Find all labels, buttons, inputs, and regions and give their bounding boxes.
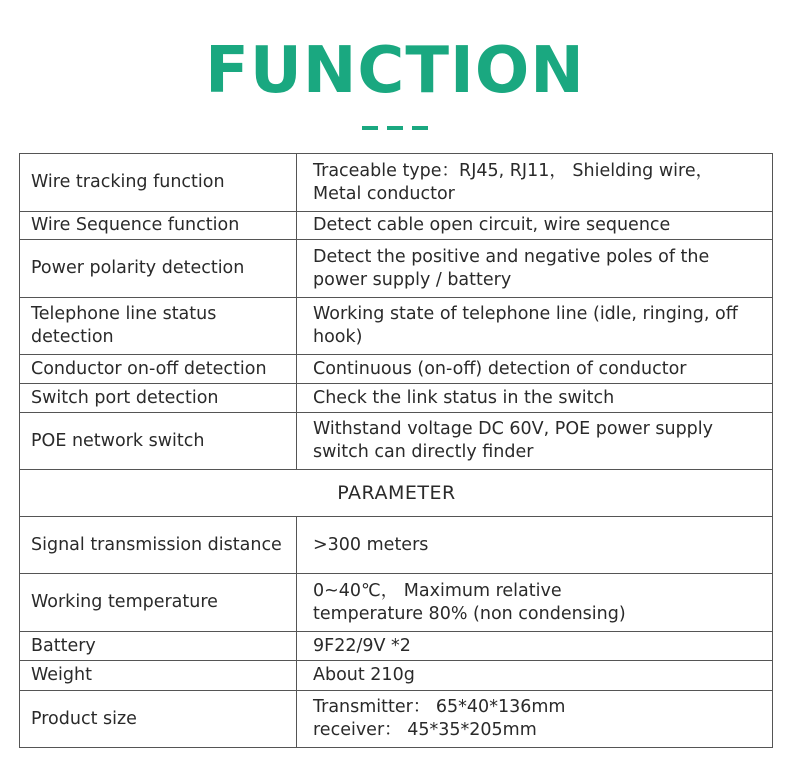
row-label: Working temperature	[20, 574, 297, 632]
table-row	[20, 691, 773, 748]
row-label: Telephone line status detection	[20, 298, 297, 355]
table-row	[20, 384, 773, 413]
row-value	[297, 691, 773, 748]
row-value: 9F22/9V *2	[297, 632, 773, 661]
table-row	[20, 154, 773, 212]
parameter-section-title: PARAMETER	[20, 470, 773, 517]
table-row	[20, 661, 773, 691]
spec-table	[19, 153, 773, 748]
row-value: Detect cable open circuit, wire sequence	[297, 212, 773, 240]
table-row	[20, 355, 773, 384]
row-label: Power polarity detection	[20, 240, 297, 298]
section-header-row	[20, 470, 773, 517]
row-value: About 210g	[297, 661, 773, 691]
title-divider	[362, 126, 428, 130]
table-row	[20, 632, 773, 661]
row-value: Check the link status in the switch	[297, 384, 773, 413]
table-row	[20, 413, 773, 470]
divider-dash	[387, 126, 403, 130]
value-line: receiver： 45*35*205mm	[313, 720, 537, 740]
row-value: >300 meters	[297, 517, 773, 574]
value-line: temperature 80% (non condensing)	[313, 603, 626, 624]
row-label: Weight	[20, 661, 297, 691]
table-row	[20, 298, 773, 355]
row-label: Battery	[20, 632, 297, 661]
row-label: Signal transmission distance	[20, 517, 297, 574]
row-value: Withstand voltage DC 60V, POE power supply switch can directly finder	[297, 413, 773, 470]
row-label: Wire tracking function	[20, 154, 297, 212]
divider-dash	[412, 126, 428, 130]
row-label: Wire Sequence function	[20, 212, 297, 240]
row-value: Detect the positive and negative poles of the power supply / battery	[297, 240, 773, 298]
row-label: Product size	[20, 691, 297, 748]
row-value: Continuous (on-off) detection of conductor	[297, 355, 773, 384]
row-value	[297, 574, 773, 632]
table-row	[20, 212, 773, 240]
row-value: Traceable type：RJ45, RJ11， Shielding wire， Metal conductor	[297, 154, 773, 212]
row-label: Switch port detection	[20, 384, 297, 413]
value-line: Transmitter： 65*40*136mm	[313, 697, 566, 717]
divider-dash	[362, 126, 378, 130]
row-label: POE network switch	[20, 413, 297, 470]
row-label: Conductor on-off detection	[20, 355, 297, 384]
table-row	[20, 517, 773, 574]
table-row	[20, 240, 773, 298]
page-title: FUNCTION	[205, 34, 585, 108]
row-value: Working state of telephone line (idle, ringing, off hook)	[297, 298, 773, 355]
value-line: 0~40℃， Maximum relative	[313, 580, 562, 601]
table-row	[20, 574, 773, 632]
